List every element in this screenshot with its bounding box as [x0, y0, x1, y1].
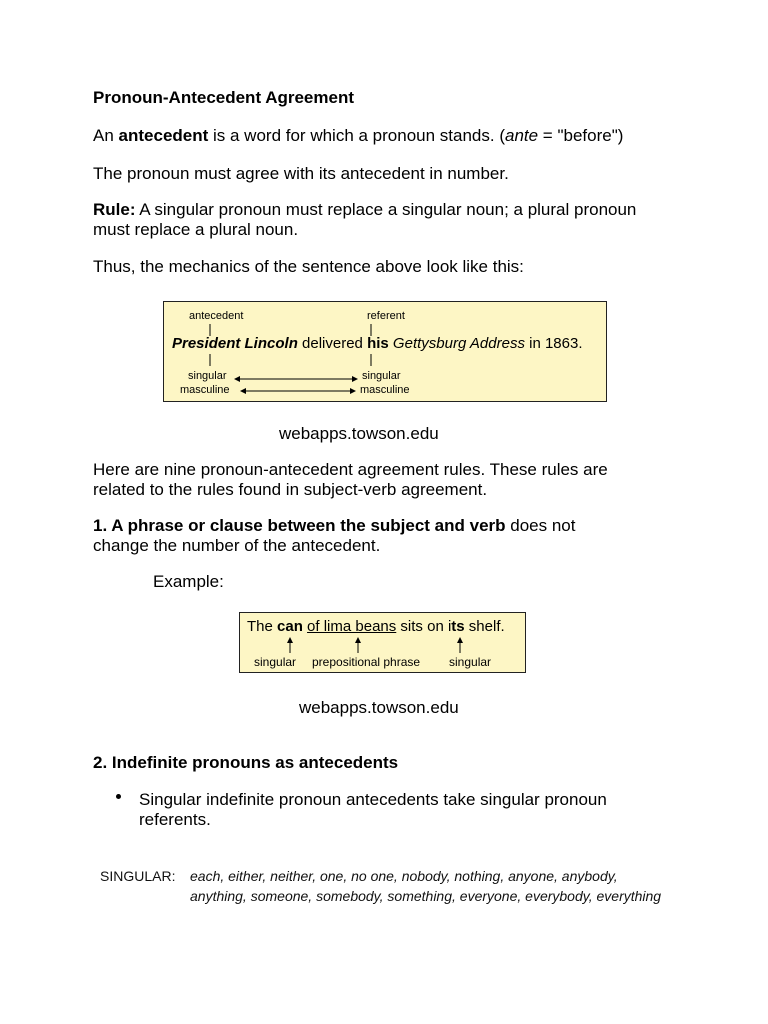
rule1-text: does not — [505, 516, 576, 535]
lima-sentence — [247, 618, 505, 636]
singular-pronoun-list — [100, 866, 662, 904]
label-antecedent: antecedent — [189, 310, 244, 322]
bullet1-line2: referents. — [139, 810, 211, 829]
rule1-line2: change the number of the antecedent. — [93, 536, 381, 555]
bullet1-text — [139, 790, 607, 830]
para1-prefix: An — [93, 126, 119, 145]
figure1-caption: webapps.towson.edu — [279, 424, 439, 443]
rule-paragraph — [93, 200, 636, 240]
word-sits-on: sits on i — [396, 618, 452, 635]
rules-intro — [93, 460, 608, 500]
sentence-delivered: delivered — [297, 335, 368, 352]
sentence-year: in 1863. — [524, 335, 583, 352]
page-title: Pronoun-Antecedent Agreement — [93, 88, 355, 107]
bullet-icon — [116, 794, 121, 799]
label-singular-right: singular — [449, 655, 492, 669]
rule1-heading: 1. A phrase or clause between the subject and verb — [93, 516, 506, 535]
left-number: singular — [188, 370, 227, 382]
example-label: Example: — [153, 572, 224, 591]
lincoln-diagram — [163, 301, 607, 402]
rule-text-line1: A singular pronoun must replace a singular noun; a plural pronoun — [135, 200, 637, 219]
word-the: The — [247, 618, 278, 635]
sentence-his: his — [367, 335, 389, 352]
rules-intro-line2: related to the rules found in subject-verb agreement. — [93, 480, 488, 499]
word-its: ts — [451, 618, 465, 635]
rule-text-line2: must replace a plural noun. — [93, 220, 299, 239]
term-antecedent: antecedent — [118, 126, 209, 145]
bullet1-line1: Singular indefinite pronoun antecedents take singular pronoun — [139, 790, 607, 809]
antecedent-definition — [93, 126, 623, 146]
word-can: can — [277, 618, 303, 635]
right-gender: masculine — [360, 384, 410, 396]
label-singular-left: singular — [254, 655, 297, 669]
rules-intro-line1: Here are nine pronoun-antecedent agreement rules. These rules are — [93, 460, 608, 479]
agreement-statement: The pronoun must agree with its antecedent in number. — [93, 164, 509, 183]
mechanics-intro: Thus, the mechanics of the sentence above look like this: — [93, 257, 524, 276]
sentence-gettysburg: Gettysburg Address — [388, 335, 525, 352]
left-gender: masculine — [180, 384, 230, 396]
sentence-president-lincoln: President Lincoln — [172, 335, 298, 352]
label-referent: referent — [367, 310, 405, 322]
figure2-caption: webapps.towson.edu — [299, 698, 459, 717]
singular-label: SINGULAR: — [100, 868, 176, 884]
lima-beans-diagram — [239, 612, 526, 673]
right-number: singular — [362, 370, 401, 382]
lincoln-sentence — [172, 335, 582, 353]
word-shelf: shelf. — [464, 618, 505, 635]
term-ante: ante — [504, 126, 539, 145]
para1-mid: is a word for which a pronoun stands. ( — [208, 126, 505, 145]
phrase-of-lima-beans: of lima beans — [307, 618, 397, 635]
rule2-heading: 2. Indefinite pronouns as antecedents — [93, 753, 399, 772]
para1-suffix: = "before") — [538, 126, 624, 145]
rule-label: Rule: — [93, 200, 136, 219]
singular-list-line1: each, either, neither, one, no one, nobody, nothing, anyone, anybody, — [190, 868, 618, 884]
singular-list-line2: anything, someone, somebody, something, everyone, everybody, everything — [190, 888, 662, 904]
label-prepositional-phrase: prepositional phrase — [312, 655, 421, 669]
rule1-paragraph — [93, 516, 576, 556]
